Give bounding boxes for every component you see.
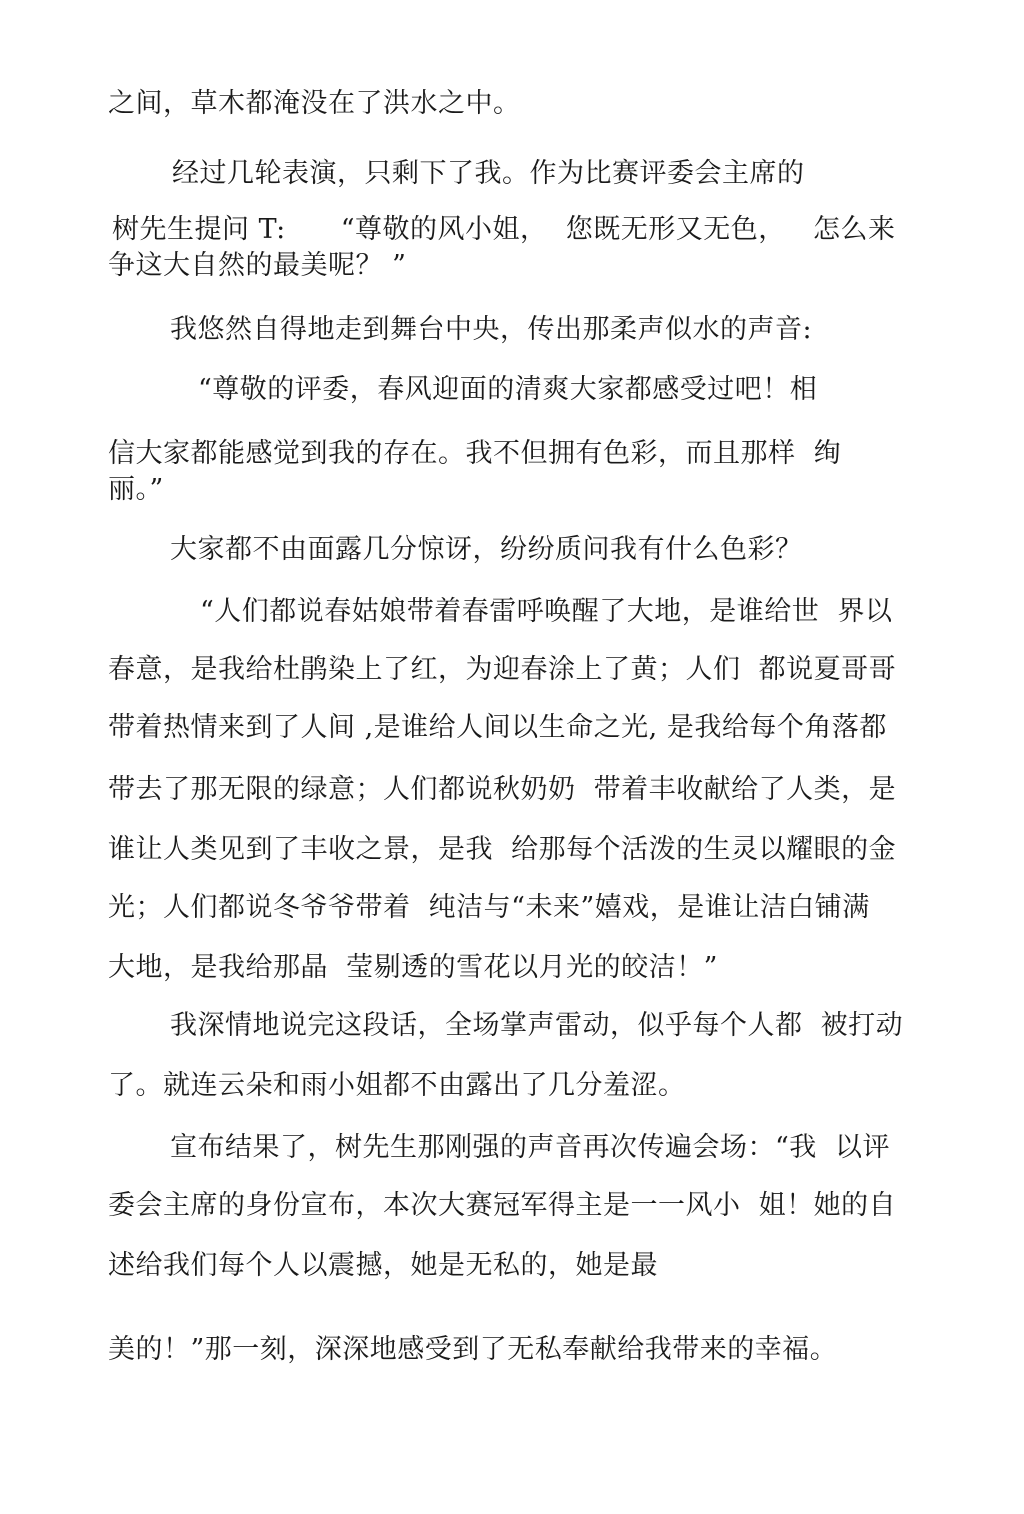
paragraph-first-line: 宣布结果了，树先生那刚强的声音再次传遍会场：“我 以评 (170, 1132, 890, 1163)
text-line: 述给我们每个人以震撼，她是无私的，她是最 (108, 1250, 658, 1281)
text-line: 带着热情来到了人间 ,是谁给人间以生命之光, 是我给每个角落都 (108, 712, 887, 743)
text-line: 谁让人类见到了丰收之景，是我 给那每个活泼的生灵以耀眼的金 (108, 834, 897, 865)
text-line: 丽。” (108, 474, 164, 505)
text-line: 树先生提问 T: “尊敬的风小姐， 您既无形又无色， 怎么来 (112, 214, 896, 245)
text-line: 委会主席的身份宣布，本次大赛冠军得主是一一风小 姐！她的自 (108, 1190, 897, 1221)
text-line: 了。就连云朵和雨小姐都不由露出了几分羞涩。 (108, 1070, 686, 1101)
text-line: 争这大自然的最美呢？ ” (108, 250, 407, 281)
text-line: 之间，草木都淹没在了洪水之中。 (108, 88, 521, 119)
text-line: 美的！”那一刻，深深地感受到了无私奉献给我带来的幸福。 (108, 1334, 838, 1365)
text-line: 春意，是我给杜鹃染上了红，为迎春涂上了黄；人们 都说夏哥哥 (108, 654, 897, 685)
paragraph-first-line: 我深情地说完这段话，全场掌声雷动，似乎每个人都 被打动 (170, 1010, 904, 1041)
paragraph-first-line: 经过几轮表演，只剩下了我。作为比赛评委会主席的 (172, 158, 805, 189)
text-line: 信大家都能感觉到我的存在。我不但拥有色彩，而且那样 绚 (108, 438, 842, 469)
paragraph-first-line: 大家都不由面露几分惊讶，纷纷质问我有什么色彩？ (170, 534, 803, 565)
paragraph-first-line: 我悠然自得地走到舞台中央，传出那柔声似水的声音: (170, 314, 813, 345)
text-line: 光；人们都说冬爷爷带着 纯洁与“未来”嬉戏，是谁让洁白铺满 (108, 892, 870, 923)
paragraph-first-line: “人们都说春姑娘带着春雷呼唤醒了大地，是谁给世 界以 (200, 596, 893, 627)
text-line: 大地，是我给那晶 莹剔透的雪花以月光的皎洁！” (108, 952, 718, 983)
text-line: 带去了那无限的绿意；人们都说秋奶奶 带着丰收献给了人类，是 (108, 774, 897, 805)
paragraph-first-line: “尊敬的评委，春风迎面的清爽大家都感受过吧！相 (198, 374, 818, 405)
